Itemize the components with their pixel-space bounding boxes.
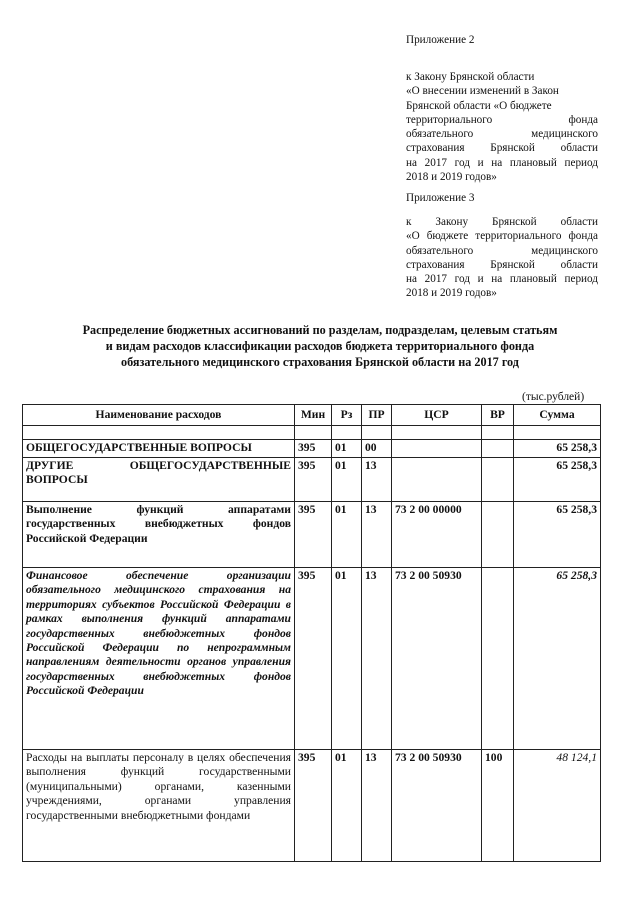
appendix-2-line: к Закону Брянской области (406, 71, 535, 83)
heading-line: обязательного медицинского страхования Брянской области на 2017 год (121, 355, 519, 370)
header-pr: ПР (362, 405, 392, 426)
row-min: 395 (295, 750, 332, 862)
appendix-2-line: «О внесении изменений в Закон (406, 85, 559, 98)
row-sum: 48 124,1 (514, 750, 601, 862)
spacer-cell (332, 426, 362, 440)
row-vr (482, 502, 514, 568)
row-sum: 65 258,3 (514, 458, 601, 502)
row-vr (482, 440, 514, 458)
row-csr: 73 2 00 50930 (392, 568, 482, 750)
row-vr: 100 (482, 750, 514, 862)
spacer-row (23, 426, 601, 440)
appendix-2-title: Приложение 2 (406, 34, 475, 46)
row-rz: 01 (332, 568, 362, 750)
row-pr: 13 (362, 458, 392, 502)
spacer-cell (514, 426, 601, 440)
appendix-3-line: страхования Брянской области (406, 258, 598, 271)
row-rz: 01 (332, 502, 362, 568)
row-sum: 65 258,3 (514, 502, 601, 568)
appendix-3-line: на 2017 год и на плановый период (406, 273, 598, 286)
heading-line: и видам расходов классификации расходов бюджета территориального фонда (105, 339, 535, 354)
header-sum: Сумма (514, 405, 601, 426)
row-min: 395 (295, 458, 332, 502)
appendix-2-line: территориального фонда (406, 113, 598, 126)
appendix-3-line: к Закону Брянской области (406, 216, 598, 228)
row-min: 395 (295, 440, 332, 458)
row-sum: 65 258,3 (514, 568, 601, 750)
table-row (23, 458, 601, 502)
table-row (23, 568, 601, 750)
row-vr (482, 568, 514, 750)
appendix-2-line: страхования Брянской области (406, 142, 598, 155)
header-rz: Рз (332, 405, 362, 426)
heading-line: Распределение бюджетных ассигнований по разделам, подразделам, целевым статьям (82, 323, 558, 337)
table-row (23, 502, 601, 568)
appendix-2-line: на 2017 год и на плановый период (406, 156, 598, 169)
row-csr (392, 458, 482, 502)
table-header-row (23, 405, 601, 426)
document-heading (20, 322, 620, 371)
row-min: 395 (295, 568, 332, 750)
appendix-3-line: «О бюджете территориального фонда (406, 230, 598, 243)
spacer-cell (295, 426, 332, 440)
row-pr: 13 (362, 502, 392, 568)
row-name: Финансовое обеспечение организации обязательного медицинского страхования на территориях субъектов Российской Федерации в рамках выполнения функций аппаратами государственных внебюджетных фондов Российской Федерации по непрограммным направлениям деятельности органов управления государственных внебюджетных фондов Российской Федерации (23, 568, 295, 750)
appendix-2-line: Брянской области «О бюджете (406, 99, 552, 112)
row-rz: 01 (332, 440, 362, 458)
row-min: 395 (295, 502, 332, 568)
row-pr: 13 (362, 568, 392, 750)
row-rz: 01 (332, 458, 362, 502)
row-rz: 01 (332, 750, 362, 862)
row-name: Расходы на выплаты персоналу в целях обеспечения выполнения функций государственными (муниципальными) органами, казенными учреждениями, органами управления государственными внебюджетными фондами (23, 750, 295, 862)
table-row (23, 440, 601, 458)
row-name: ДРУГИЕ ОБЩЕГОСУДАРСТВЕННЫЕ ВОПРОСЫ (23, 458, 295, 502)
header-vr: ВР (482, 405, 514, 426)
appendix-2-reference (406, 70, 598, 184)
spacer-cell (23, 426, 295, 440)
row-csr: 73 2 00 00000 (392, 502, 482, 568)
appendix-3-line: обязательного медицинского (406, 244, 598, 257)
header-csr: ЦСР (392, 405, 482, 426)
row-csr (392, 440, 482, 458)
table-row (23, 750, 601, 862)
appendix-3-reference (406, 215, 598, 301)
row-pr: 13 (362, 750, 392, 862)
appendix-2-line: 2018 и 2019 годов» (406, 171, 497, 184)
header-min: Мин (295, 405, 332, 426)
header-name: Наименование расходов (23, 405, 295, 426)
appendix-3-line: 2018 и 2019 годов» (406, 287, 497, 300)
row-vr (482, 458, 514, 502)
currency-unit: (тыс.рублей) (522, 391, 585, 403)
row-name: ОБЩЕГОСУДАРСТВЕННЫЕ ВОПРОСЫ (23, 440, 295, 458)
row-pr: 00 (362, 440, 392, 458)
spacer-cell (482, 426, 514, 440)
row-csr: 73 2 00 50930 (392, 750, 482, 862)
row-name: Выполнение функций аппаратами государственных внебюджетных фондов Российской Федерации (23, 502, 295, 568)
spacer-cell (392, 426, 482, 440)
expenditure-table (22, 404, 601, 862)
row-sum: 65 258,3 (514, 440, 601, 458)
spacer-cell (362, 426, 392, 440)
appendix-2-line: обязательного медицинского (406, 128, 598, 141)
appendix-3-title: Приложение 3 (406, 192, 475, 204)
